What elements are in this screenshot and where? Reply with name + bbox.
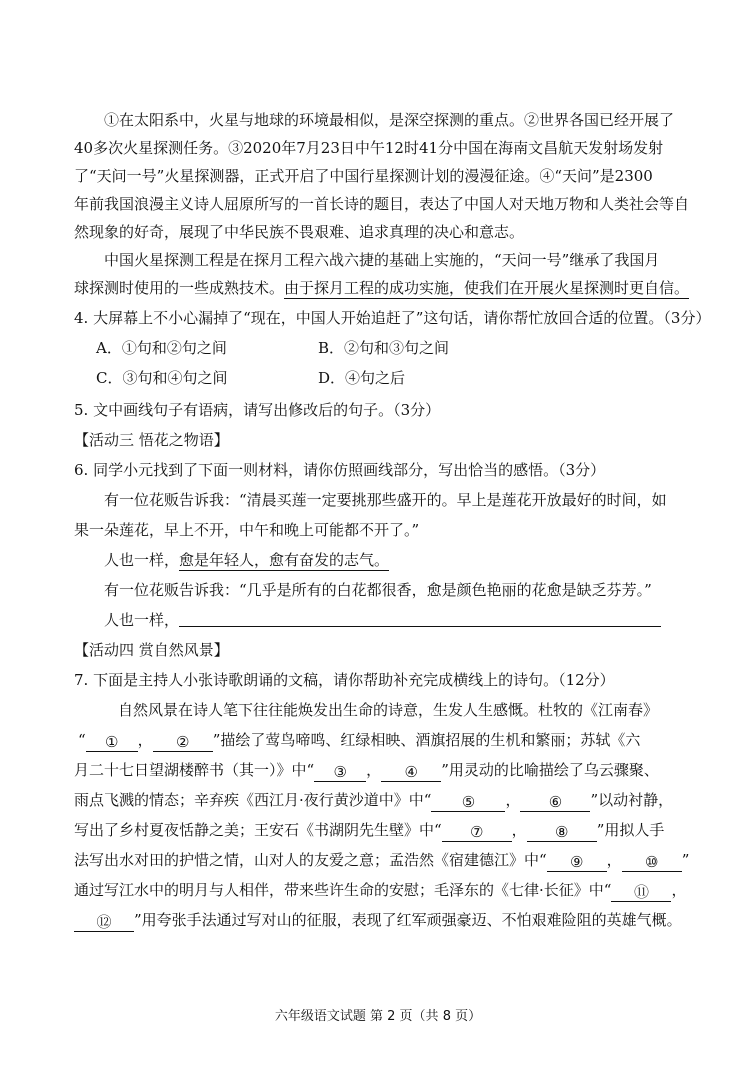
q4-option-d: D．④句之后 xyxy=(318,369,406,387)
activity-4-heading: 【活动四 赏自然风景】 xyxy=(74,641,229,659)
q7-text-line xyxy=(74,906,686,934)
q6-answer-prefix: 人也一样， xyxy=(104,611,180,629)
q7-text: ”以动衬静， xyxy=(590,791,674,809)
q4-option-c: C．③句和④句之间 xyxy=(96,369,228,387)
q7-text-line xyxy=(74,786,686,814)
q7-text: 雨点飞溅的情态；辛弃疾《西江月·夜行黄沙道中》中“ xyxy=(74,791,432,809)
poem-blank-7[interactable]: ⑦ xyxy=(442,823,512,842)
poem-blank-5[interactable]: ⑤ xyxy=(431,793,505,812)
poem-blank-8[interactable]: ⑧ xyxy=(527,823,597,842)
q6-answer-line xyxy=(104,606,686,634)
q6-underlined-example: 愈是年轻人，愈有奋发的志气。 xyxy=(179,551,390,569)
q7-text: ， xyxy=(505,791,521,809)
passage-text: 球探测时使用的一些成熟技术。 xyxy=(74,279,285,297)
poem-blank-10[interactable]: ⑩ xyxy=(622,853,682,872)
q6-example-prefix: 人也一样， xyxy=(104,551,180,569)
question-6-stem: 6. 同学小元找到了下面一则材料，请你仿照画线部分，写出恰当的感悟。（3分） xyxy=(74,461,606,479)
q7-text: ， xyxy=(671,881,687,899)
q7-text-line xyxy=(74,876,686,904)
passage-line: 了“天问一号”火星探测器，正式开启了中国行星探测计划的漫漫征途。④“天问”是2300 xyxy=(74,167,653,185)
q7-text: ”描绘了莺鸟啼鸣、红绿相映、酒旗招展的生机和繁丽；苏轼《六 xyxy=(212,731,641,749)
q7-text: ” xyxy=(681,851,690,869)
q7-text: ”用拟人手 xyxy=(596,821,665,839)
q7-text-line: 自然风景在诗人笔下往往能焕发出生命的诗意，生发人生感慨。杜牧的《江南春》 xyxy=(118,701,659,719)
q4-option-a: A．①句和②句之间 xyxy=(96,339,227,357)
q6-material-line: 果一朵莲花，早上不开，中午和晚上可能都不开了。” xyxy=(74,521,420,539)
q7-text: ， xyxy=(137,731,153,749)
poem-blank-4[interactable]: ④ xyxy=(381,763,441,782)
poem-blank-11[interactable]: ⑪ xyxy=(611,883,671,902)
passage-line xyxy=(74,274,690,302)
question-5-stem: 5. 文中画线句子有语病，请写出修改后的句子。（3分） xyxy=(74,401,441,419)
poem-blank-2[interactable]: ② xyxy=(153,733,213,752)
q6-material-line: 有一位花贩告诉我：“清晨买莲一定要挑那些盛开的。早上是莲花开放最好的时间，如 xyxy=(104,491,667,509)
poem-blank-1[interactable]: ① xyxy=(86,733,138,752)
passage-line: 年前我国浪漫主义诗人屈原所写的一首长诗的题目，表达了中国人对天地万物和人类社会等自 xyxy=(74,195,690,213)
q7-text: ， xyxy=(511,821,527,839)
q7-text: 写出了乡村夏夜恬静之美；王安石《书湖阴先生壁》中“ xyxy=(74,821,442,839)
question-4-stem: 4. 大屏幕上不小心漏掉了“现在，中国人开始追赶了”这句话，请你帮忙放回合适的位置。（3分） xyxy=(74,309,711,327)
q7-text: 通过写江水中的明月与人相伴，带来些许生命的安慰；毛泽东的《七律·长征》中“ xyxy=(74,881,612,899)
q7-text: ”用灵动的比喻描绘了乌云骤聚、 xyxy=(441,761,659,779)
question-7-stem: 7. 下面是主持人小张诗歌朗诵的文稿，请你帮助补充完成横线上的诗句。（12分） xyxy=(74,671,615,689)
q7-text: ， xyxy=(606,851,622,869)
poem-blank-9[interactable]: ⑨ xyxy=(547,853,607,872)
q7-text-line xyxy=(74,756,686,784)
poem-blank-12[interactable]: ⑫ xyxy=(74,913,134,932)
q7-text: 法写出水对田的护惜之情，山对人的友爱之意；孟浩然《宿建德江》中“ xyxy=(74,851,547,869)
q7-text: ， xyxy=(366,761,382,779)
q7-text-line xyxy=(78,726,686,754)
passage-line: 然现象的好奇，展现了中华民族不畏艰难、追求真理的决心和意志。 xyxy=(74,223,525,241)
q4-option-b: B．②句和③句之间 xyxy=(318,339,450,357)
passage-line: ①在太阳系中，火星与地球的环境最相似，是深空探测的重点。②世界各国已经开展了 xyxy=(104,111,675,129)
q6-answer-blank[interactable] xyxy=(179,608,661,627)
q7-text-line xyxy=(74,846,690,874)
q7-text: “ xyxy=(78,731,86,749)
q6-material-line: 有一位花贩告诉我：“几乎是所有的白花都很香，愈是颜色艳丽的花愈是缺乏芬芳。” xyxy=(104,581,652,599)
q6-example-line xyxy=(104,546,686,574)
q7-text: ”用夸张手法通过写对山的征服，表现了红军顽强豪迈、不怕艰难险阻的英雄气概。 xyxy=(134,911,682,929)
activity-3-heading: 【活动三 悟花之物语】 xyxy=(74,431,229,449)
q7-text: 月二十七日望湖楼醉书（其一）》中“ xyxy=(74,761,315,779)
passage-line: 中国火星探测工程是在探月工程六战六捷的基础上实施的，“天问一号”继承了我国月 xyxy=(104,251,660,269)
passage-line: 40多次火星探测任务。③2020年7月23日中午12时41分中国在海南文昌航天发射场发射 xyxy=(74,139,664,157)
q7-text-line xyxy=(74,816,686,844)
poem-blank-3[interactable]: ③ xyxy=(314,763,366,782)
page-footer: 六年级语文试题 第 2 页（共 8 页） xyxy=(274,1009,482,1024)
poem-blank-6[interactable]: ⑥ xyxy=(520,793,590,812)
underlined-sentence: 由于探月工程的成功实施，使我们在开展火星探测时更自信。 xyxy=(284,279,690,297)
